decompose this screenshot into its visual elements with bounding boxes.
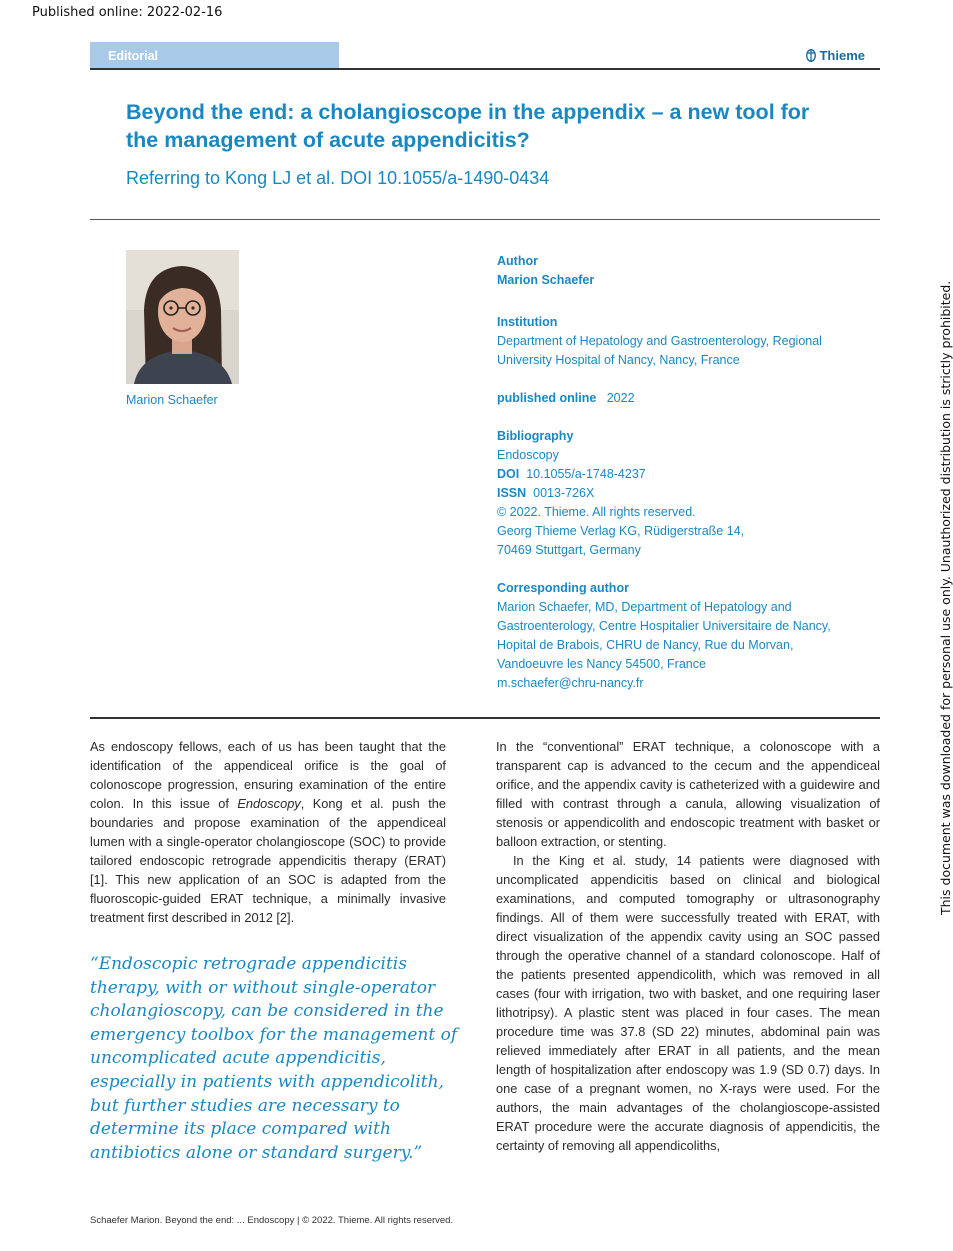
corresponding-email[interactable]: m.schaefer@chru-nancy.fr: [497, 676, 644, 690]
publisher-address: 70469 Stuttgart, Germany: [497, 543, 641, 557]
body-paragraph: In the King et al. study, 14 patients were diagnosed with uncomplicated appendicitis based on clinical and biological examinations, and computed tomography or ultrasonography findings. All of them were successfully treated with ERAT, with direct visualization of the appendix cavity using an SOC passed through the operative channel of a standard colonoscope. Half of the patients presented appendicolith, which was removed in all cases (four with irrigation, two with basket, and one requiring laser lithotripsy). A plastic stent was placed in four cases. The mean procedure time was 37.8 (SD 22) minutes, abdominal pain was relieved immediately after ERAT in all patients, and the mean length of hospitalization after endoscopy was 1.9 (SD 0.7) days. In one case of a pregnant women, no X-rays were used. For the authors, the main advantages of the cholangioscope-assisted ERAT procedure were the accurate diagnosis of appendicitis, the certainty of removing all appendicoliths,: [496, 853, 880, 1153]
side-disclaimer: This document was downloaded for personal use only. Unauthorized distribution is strictly prohibited.: [938, 280, 953, 915]
body-left-paragraph: [90, 737, 446, 927]
corresponding-label: Corresponding author: [497, 581, 629, 595]
pull-quote: “Endoscopic retrograde appendicitis therapy, with or without single-operator cholangioscopy, can be considered in the emergency toolbox for the management of uncomplicated acute appendicitis, especially in patients with appendicolith, but further studies are necessary to determine its place compared with antibiotics alone or standard surgery.”: [90, 954, 458, 1163]
corresponding-block: [497, 579, 831, 693]
institution-line: Department of Hepatology and Gastroenterology, Regional: [497, 334, 822, 348]
section-divider: [90, 717, 880, 719]
copyright-line: © 2022. Thieme. All rights reserved.: [497, 505, 696, 519]
doi-label: DOI: [497, 467, 520, 481]
author-name: Marion Schaefer: [497, 273, 595, 287]
page-footer: Schaefer Marion. Beyond the end: ... Endoscopy | © 2022. Thieme. All rights reserved.: [90, 1215, 454, 1226]
published-block: [497, 389, 635, 408]
publisher-address: Georg Thieme Verlag KG, Rüdigerstraße 14,: [497, 524, 745, 538]
corresponding-line: Hopital de Brabois, CHRU de Nancy, Rue du Morvan,: [497, 638, 794, 652]
published-label: published online: [497, 391, 597, 405]
doi-link[interactable]: 10.1055/a-1748-4237: [526, 467, 646, 481]
journal-name: Endoscopy: [497, 448, 559, 462]
bibliography-block: [497, 427, 744, 560]
author-photo: [126, 250, 239, 384]
author-label: Author: [497, 254, 538, 268]
issn-line: [497, 484, 744, 503]
published-online-stamp: Published online: 2022-02-16: [32, 5, 223, 20]
article-subtitle: Referring to Kong LJ et al. DOI 10.1055/a-1490-0434: [126, 168, 550, 188]
issn-label: ISSN: [497, 486, 527, 500]
issn-value: 0013-726X: [533, 486, 595, 500]
section-tag: Editorial: [90, 42, 339, 68]
institution-label: Institution: [497, 315, 558, 329]
corresponding-line: Vandoeuvre les Nancy 54500, France: [497, 657, 706, 671]
publisher-logo-text: Thieme: [819, 48, 865, 63]
corresponding-line: Marion Schaefer, MD, Department of Hepatology and: [497, 600, 792, 614]
body-text: As endoscopy fellows, each of us has been taught that the identification of the appendiceal orifice is the goal of colonoscope progression, ensuring examination of the entire colon. In this issue of: [90, 739, 446, 811]
institution-line: University Hospital of Nancy, Nancy, France: [497, 353, 740, 367]
header-divider: [90, 68, 880, 70]
bibliography-label: Bibliography: [497, 429, 574, 443]
author-block: [497, 252, 594, 290]
section-divider: [90, 219, 880, 220]
body-right-column: [496, 737, 880, 1155]
thieme-logo-icon: [806, 49, 816, 62]
publisher-logo: [806, 48, 865, 63]
corresponding-line: Gastroenterology, Centre Hospitalier Universitaire de Nancy,: [497, 619, 831, 633]
published-year: 2022: [606, 391, 635, 405]
body-paragraph: In the “conventional” ERAT technique, a colonoscope with a transparent cap is advanced to the cecum and the appendiceal orifice, and the appendix cavity is catheterized with a guidewire and filled with contrast through a canula, allowing visualization of stenosis or appendicolith and endoscopic treatment with basket or balloon extraction, or stenting.: [496, 739, 880, 849]
body-text: , Kong et al. push the boundaries and propose examination of the appendiceal lumen with a single-operator cholangioscope (SOC) to provide tailored endoscopic retrograde appendicitis therapy (ERAT) [1]. This new application of an SOC is adapted from the fluoroscopic-guided ERAT technique, a minimally invasive treatment first described in 2012 [2].: [90, 796, 446, 925]
article-title: Beyond the end: a cholangioscope in the appendix – a new tool for the management of acute appendicitis?: [126, 100, 810, 152]
institution-block: [497, 313, 822, 370]
doi-line: [497, 465, 744, 484]
journal-italic: Endoscopy: [237, 796, 301, 811]
photo-caption: Marion Schaefer: [126, 393, 218, 407]
